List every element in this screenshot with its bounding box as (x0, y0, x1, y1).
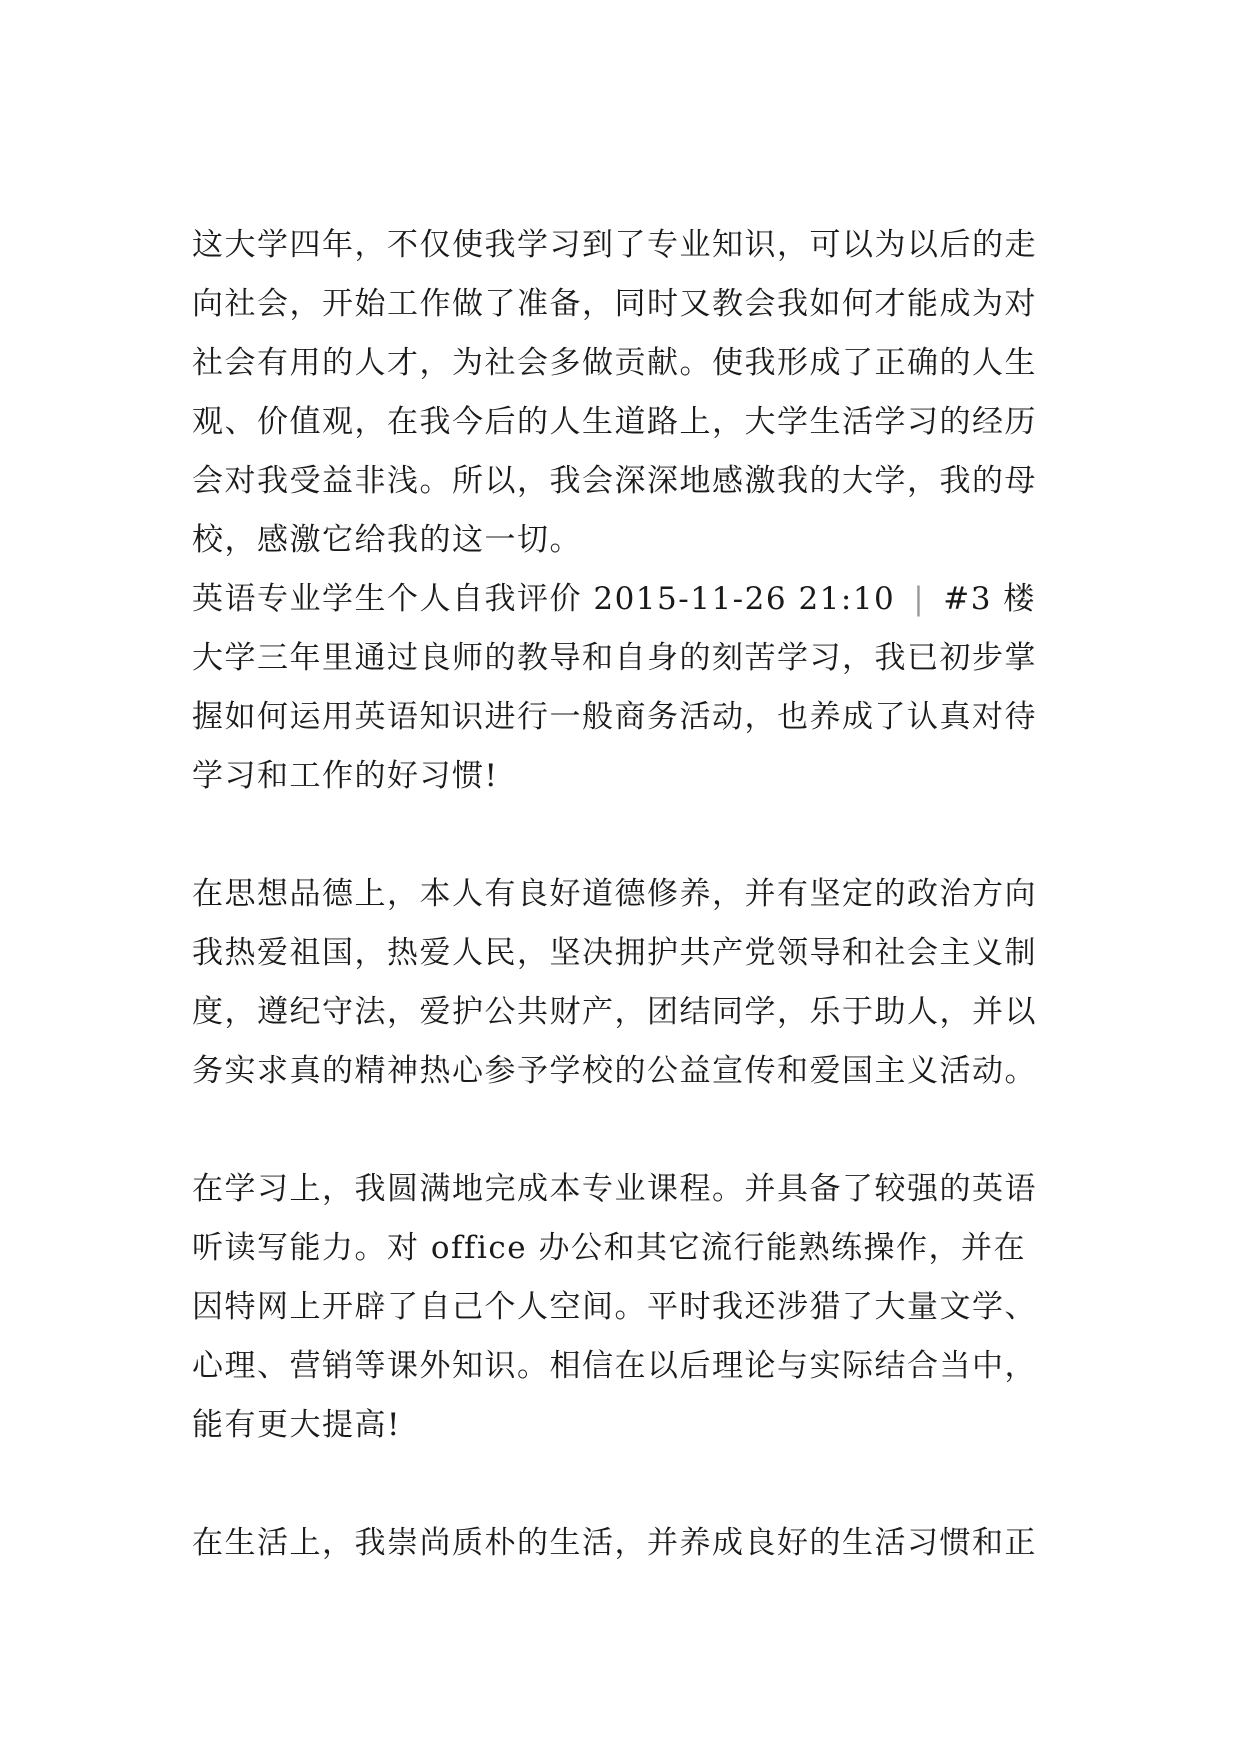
post-header (192, 570, 1067, 629)
paragraph-gap (192, 806, 1067, 865)
text-line: 这大学四年，不仅使我学习到了专业知识，可以为以后的走 (192, 227, 1037, 263)
paragraph-moral-character (192, 865, 1067, 1101)
text-line: 向社会，开始工作做了准备，同时又教会我如何才能成为对 (192, 286, 1037, 322)
text-line: 我热爱祖国，热爱人民，坚决拥护共产党领导和社会主义制 (192, 935, 1037, 971)
paragraph-gap (192, 1101, 1067, 1160)
text-line: 在生活上，我崇尚质朴的生活，并养成良好的生活习惯和正 (192, 1525, 1037, 1561)
text-line: 在学习上，我圆满地完成本专业课程。并具备了较强的英语 (192, 1171, 1037, 1207)
document-page (192, 216, 1067, 1573)
paragraph-learning (192, 1160, 1067, 1455)
post-title: 英语专业学生个人自我评价 (192, 581, 582, 617)
text-line: 在思想品德上，本人有良好道德修养，并有坚定的政治方向 (192, 876, 1037, 912)
text-line: 听读写能力。对 office 办公和其它流行能熟练操作，并在 (192, 1230, 1026, 1266)
text-line: 能有更大提高! (192, 1407, 401, 1443)
paragraph-university-reflection (192, 216, 1067, 570)
text-line: 度，遵纪守法，爱护公共财产，团结同学，乐于助人，并以 (192, 994, 1037, 1030)
text-line: 因特网上开辟了自己个人空间。平时我还涉猎了大量文学、 (192, 1289, 1037, 1325)
text-line: 心理、营销等课外知识。相信在以后理论与实际结合当中， (192, 1348, 1037, 1384)
post-floor: #3 楼 (943, 581, 1036, 617)
post-datetime: 2015-11-26 21:10 (593, 581, 896, 617)
text-line: 学习和工作的好习惯! (192, 758, 499, 794)
post-separator: | (913, 581, 926, 617)
paragraph-english-study (192, 629, 1067, 806)
text-line: 会对我受益非浅。所以，我会深深地感激我的大学，我的母 (192, 463, 1037, 499)
text-line: 大学三年里通过良师的教导和自身的刻苦学习，我已初步掌 (192, 640, 1037, 676)
text-line: 社会有用的人才，为社会多做贡献。使我形成了正确的人生 (192, 345, 1037, 381)
paragraph-life (192, 1514, 1067, 1573)
text-line: 观、价值观，在我今后的人生道路上，大学生活学习的经历 (192, 404, 1037, 440)
text-line: 握如何运用英语知识进行一般商务活动，也养成了认真对待 (192, 699, 1037, 735)
text-line: 校，感激它给我的这一切。 (192, 522, 582, 558)
paragraph-gap (192, 1455, 1067, 1514)
text-line: 务实求真的精神热心参予学校的公益宣传和爱国主义活动。 (192, 1053, 1037, 1089)
